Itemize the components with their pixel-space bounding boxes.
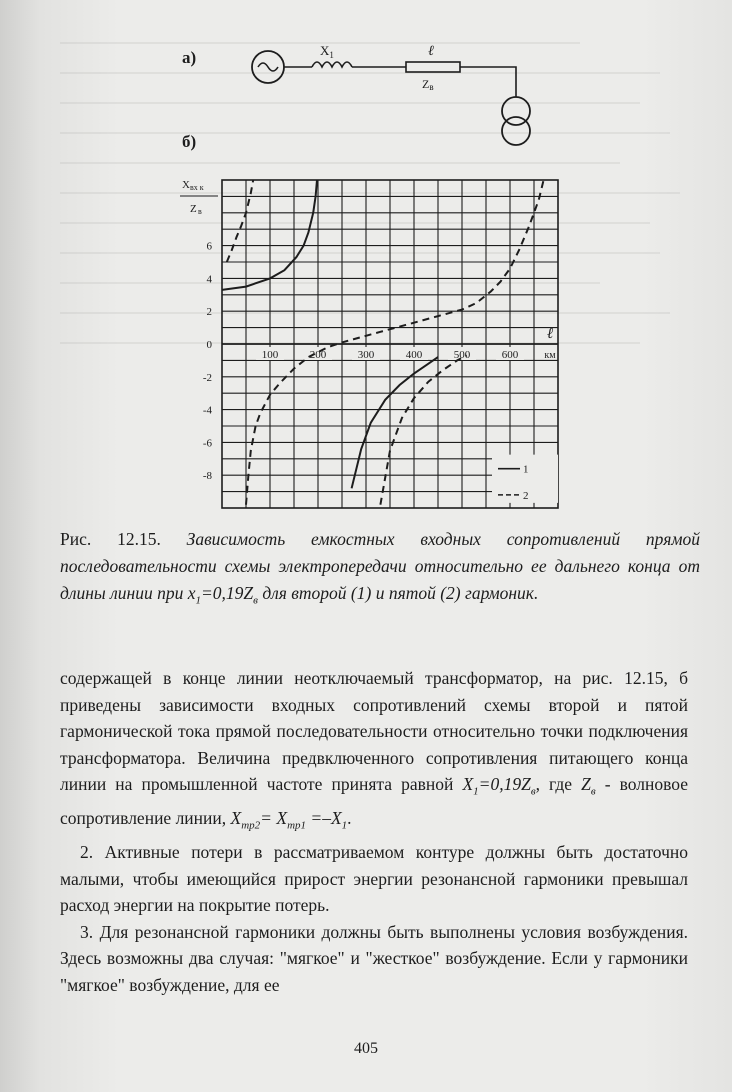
x-tick-label: 400 — [405, 349, 423, 361]
y-axis-label-denominator-sub: в — [198, 207, 202, 216]
figure-label-a: а) — [182, 48, 197, 67]
y-tick-label: 4 — [206, 273, 212, 286]
series-2-curve — [380, 356, 466, 505]
legend-label-1: 1 — [523, 463, 529, 476]
paragraph-3: 3. Для резонансной гармоники должны быть выполнены условия возбуждения. Здесь возможны два случая: "мягкое" и "жесткое" возбуждение. Если у гармоники "мягкое" возбуждение, для ее — [60, 921, 688, 995]
paragraph-2: 2. Активные потери в рассматриваемом контуре должны быть достаточно малыми, чтобы имеющийся прирост энергии резонансной гармоники превышал расход энергии на покрытие потерь. — [60, 842, 688, 915]
y-axis-label-numerator-sub: вх к — [190, 183, 204, 192]
line-length-label: ℓ — [428, 44, 434, 59]
y-tick-label: -8 — [202, 470, 212, 483]
caption-text: Зависимость емкостных входных сопротивлений прямой последовательности схемы электропередачи относительно ее дальнего конца от длины линии при x — [60, 529, 701, 603]
transformer-icon — [502, 97, 530, 145]
caption-prefix: Рис. 12.15. — [60, 529, 161, 549]
x1-label: $X_1$ — [320, 43, 334, 60]
x-tick-label: 300 — [357, 349, 375, 361]
y-axis-label-denominator: Z — [190, 203, 197, 215]
line-element — [406, 62, 460, 72]
zb-label: Zв — [422, 77, 434, 92]
x-axis-unit: км — [544, 350, 556, 361]
body-text — [60, 665, 688, 998]
figure-caption: Рис. 12.15. Зависимость емкостных входных сопротивлений прямой последовательности схемы электропередачи относительно ее дальнего конца от длины линии при $x_1=0,19Z_в$ для второй (1) и пятой (2) гармоник. — [60, 529, 701, 607]
x-tick-label: 600 — [501, 349, 519, 361]
x-tick-label: 500 — [453, 349, 471, 361]
page-number: 405 — [354, 1040, 378, 1057]
y-tick-label: -6 — [202, 437, 212, 450]
series-2-curve — [227, 180, 253, 262]
input-impedance-plot — [170, 160, 580, 520]
y-tick-label: 6 — [206, 240, 212, 253]
paragraph-1: содержащей в конце линии неотключаемый трансформатор, на рис. 12.15, б приведены зависимости входных сопротивлений схемы второй и пятой гармонической тока прямой последовательности относительно точки подключения трансформатора. Величина предвключенного сопротивления питающего конца линии на промышленной частоте принята равной $X_1=0,19Z_в$, где $Z_в$ - волновое сопротивление линии, $X_{тр2}= X_{тр1} =-X_1$. — [60, 668, 689, 832]
figure-label-b: б) — [182, 132, 197, 151]
x-tick-label: 200 — [309, 349, 327, 361]
y-tick-label: -2 — [202, 371, 212, 384]
circuit-diagram — [230, 35, 560, 160]
y-axis-label-numerator: X — [182, 179, 190, 191]
x-axis-variable: ℓ — [546, 326, 554, 342]
y-tick-label: 2 — [206, 306, 212, 319]
x-tick-label: 100 — [261, 349, 279, 361]
y-tick-label: 0 — [206, 339, 212, 351]
legend-label-2: 2 — [523, 489, 529, 502]
sine-symbol — [258, 63, 278, 71]
inductor-x1 — [312, 62, 352, 67]
y-tick-label: -4 — [202, 404, 212, 417]
